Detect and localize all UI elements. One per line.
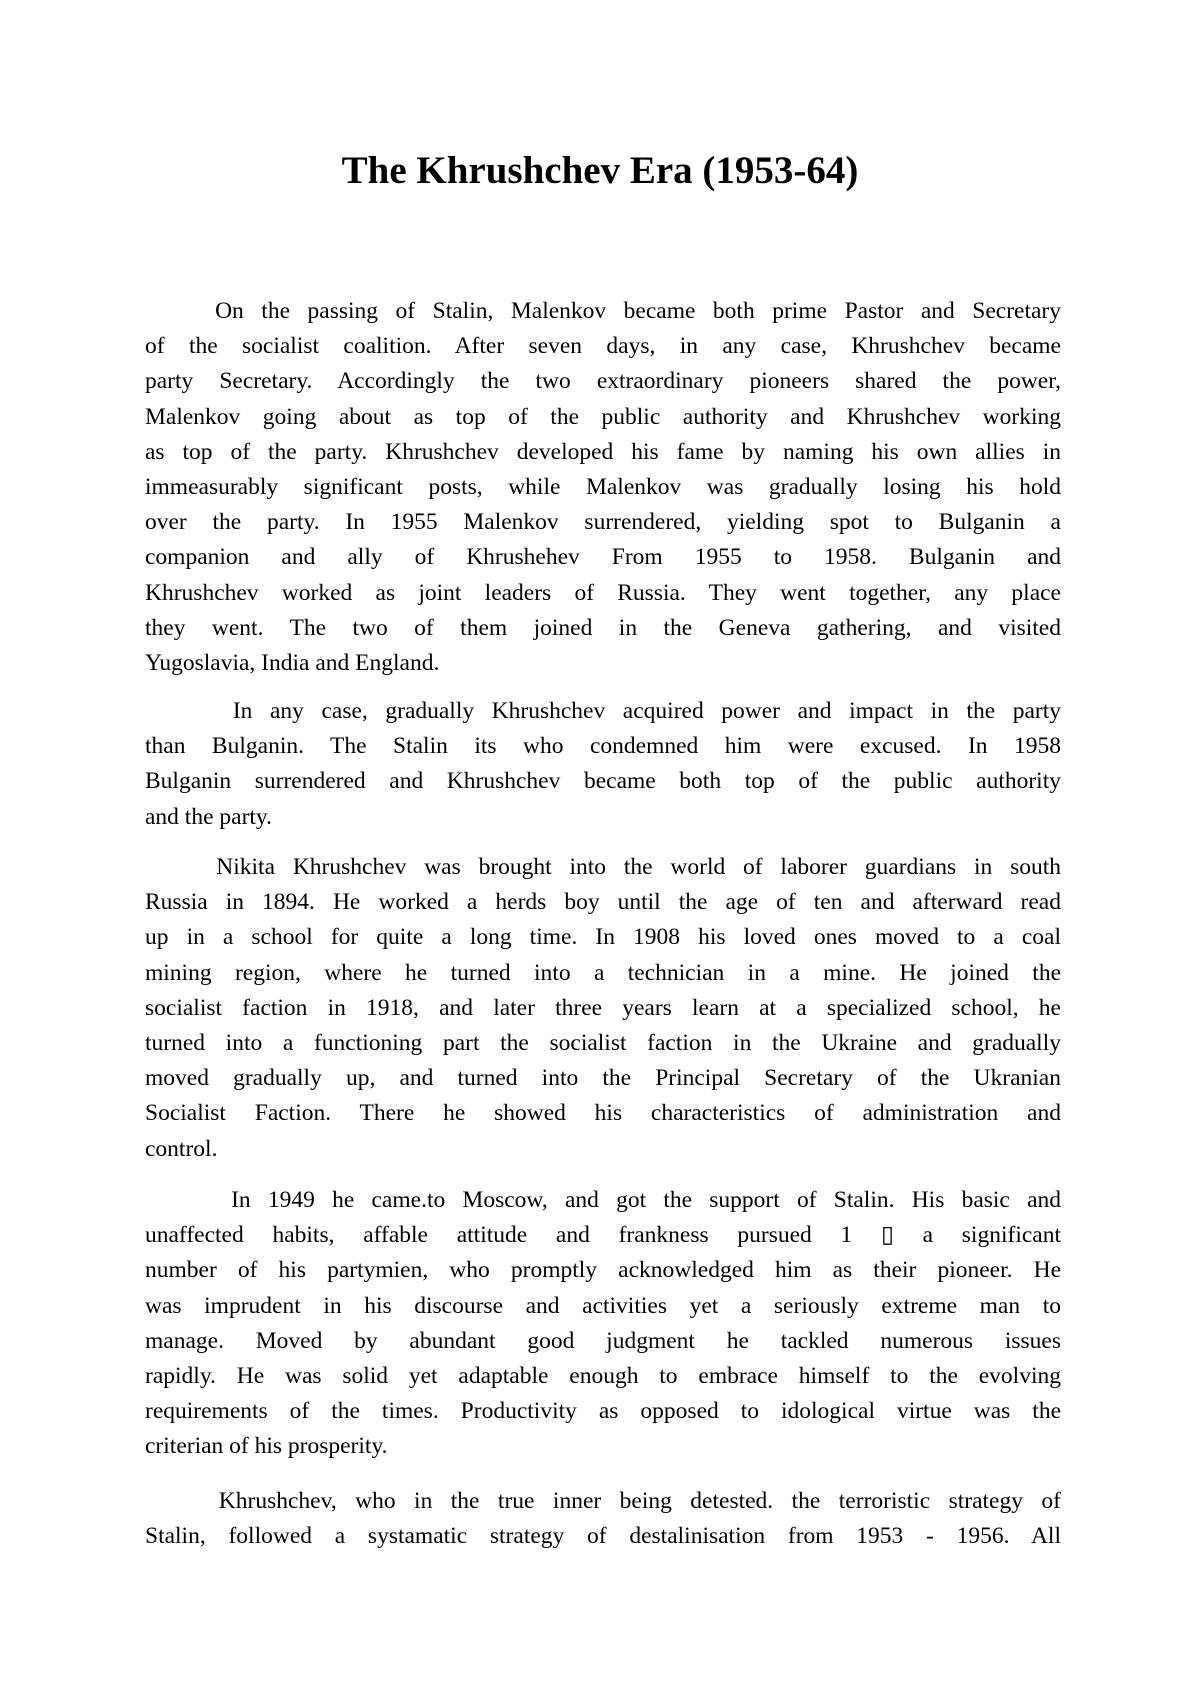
text-line: party Secretary. Accordingly the two extraordinary pioneers shared the power, xyxy=(145,368,1061,395)
text-line: as top of the party. Khrushchev developed his fame by naming his own allies in xyxy=(145,438,1061,465)
text-line: Malenkov going about as top of the public authority and Khrushchev working xyxy=(145,403,1061,430)
text-line: mining region, where he turned into a technician in a mine. He joined the xyxy=(145,959,1061,986)
text-line: manage. Moved by abundant good judgment he tackled numerous issues xyxy=(145,1327,1061,1354)
text-line: control. xyxy=(145,1135,218,1162)
text-line: Stalin, followed a systamatic strategy of destalinisation from 1953 - 1956. All xyxy=(145,1523,1061,1550)
text-line: Nikita Khrushchev was brought into the world of laborer guardians in south xyxy=(145,854,1061,880)
text-line: of the socialist coalition. After seven days, in any case, Khrushchev became xyxy=(145,333,1061,360)
text-line: over the party. In 1955 Malenkov surrendered, yielding spot to Bulganin a xyxy=(145,509,1061,536)
text-line: turned into a functioning part the socialist faction in the Ukraine and gradually xyxy=(145,1029,1061,1056)
text-line: was imprudent in his discourse and activities yet a seriously extreme man to xyxy=(145,1292,1061,1319)
text-line: Khrushchev, who in the true inner being detested. the terroristic strategy of xyxy=(145,1488,1061,1514)
text-line: Bulganin surrendered and Khrushchev became both top of the public authority xyxy=(145,768,1061,795)
text-line: Yugoslavia, India and England. xyxy=(145,649,440,676)
paragraph-5 xyxy=(145,1484,1061,1554)
text-line: On the passing of Stalin, Malenkov became both prime Pastor and Secretary xyxy=(145,298,1061,324)
text-line: up in a school for quite a long time. In 1908 his loved ones moved to a coal xyxy=(145,924,1061,951)
text-line: moved gradually up, and turned into the Principal Secretary of the Ukranian xyxy=(145,1065,1061,1092)
text-line: they went. The two of them joined in the Geneva gathering, and visited xyxy=(145,614,1061,641)
text-line: Khrushchev worked as joint leaders of Russia. They went together, any place xyxy=(145,579,1061,606)
text-line: companion and ally of Khrushehev From 1955 to 1958. Bulganin and xyxy=(145,544,1061,571)
paragraph-2 xyxy=(145,694,1061,835)
text-line: criterian of his prosperity. xyxy=(145,1433,388,1460)
text-line: Russia in 1894. He worked a herds boy until the age of ten and afterward read xyxy=(145,889,1061,916)
text-line: and the party. xyxy=(145,803,273,830)
text-line: than Bulganin. The Stalin its who condemned him were excused. In 1958 xyxy=(145,733,1061,760)
text-line: rapidly. He was solid yet adaptable enough to embrace himself to the evolving xyxy=(145,1362,1061,1389)
paragraph-3 xyxy=(145,850,1061,1167)
text-line: requirements of the times. Productivity as opposed to idological virtue was the xyxy=(145,1398,1061,1425)
paragraph-4 xyxy=(145,1183,1061,1465)
document-title: The Khrushchev Era (1953-64) xyxy=(341,149,859,192)
text-line: unaffected habits, affable attitude and frankness pursued 1 ▯ a significant xyxy=(145,1222,1061,1249)
text-line: socialist faction in 1918, and later three years learn at a specialized school, he xyxy=(145,994,1061,1021)
text-line: immeasurably significant posts, while Malenkov was gradually losing his hold xyxy=(145,473,1061,500)
text-line: Socialist Faction. There he showed his characteristics of administration and xyxy=(145,1100,1061,1127)
text-line: In 1949 he came.to Moscow, and got the support of Stalin. His basic and xyxy=(145,1187,1061,1213)
paragraph-1 xyxy=(145,294,1061,681)
text-line: number of his partymien, who promptly acknowledged him as their pioneer. He xyxy=(145,1257,1061,1284)
text-line: In any case, gradually Khrushchev acquired power and impact in the party xyxy=(145,698,1061,724)
